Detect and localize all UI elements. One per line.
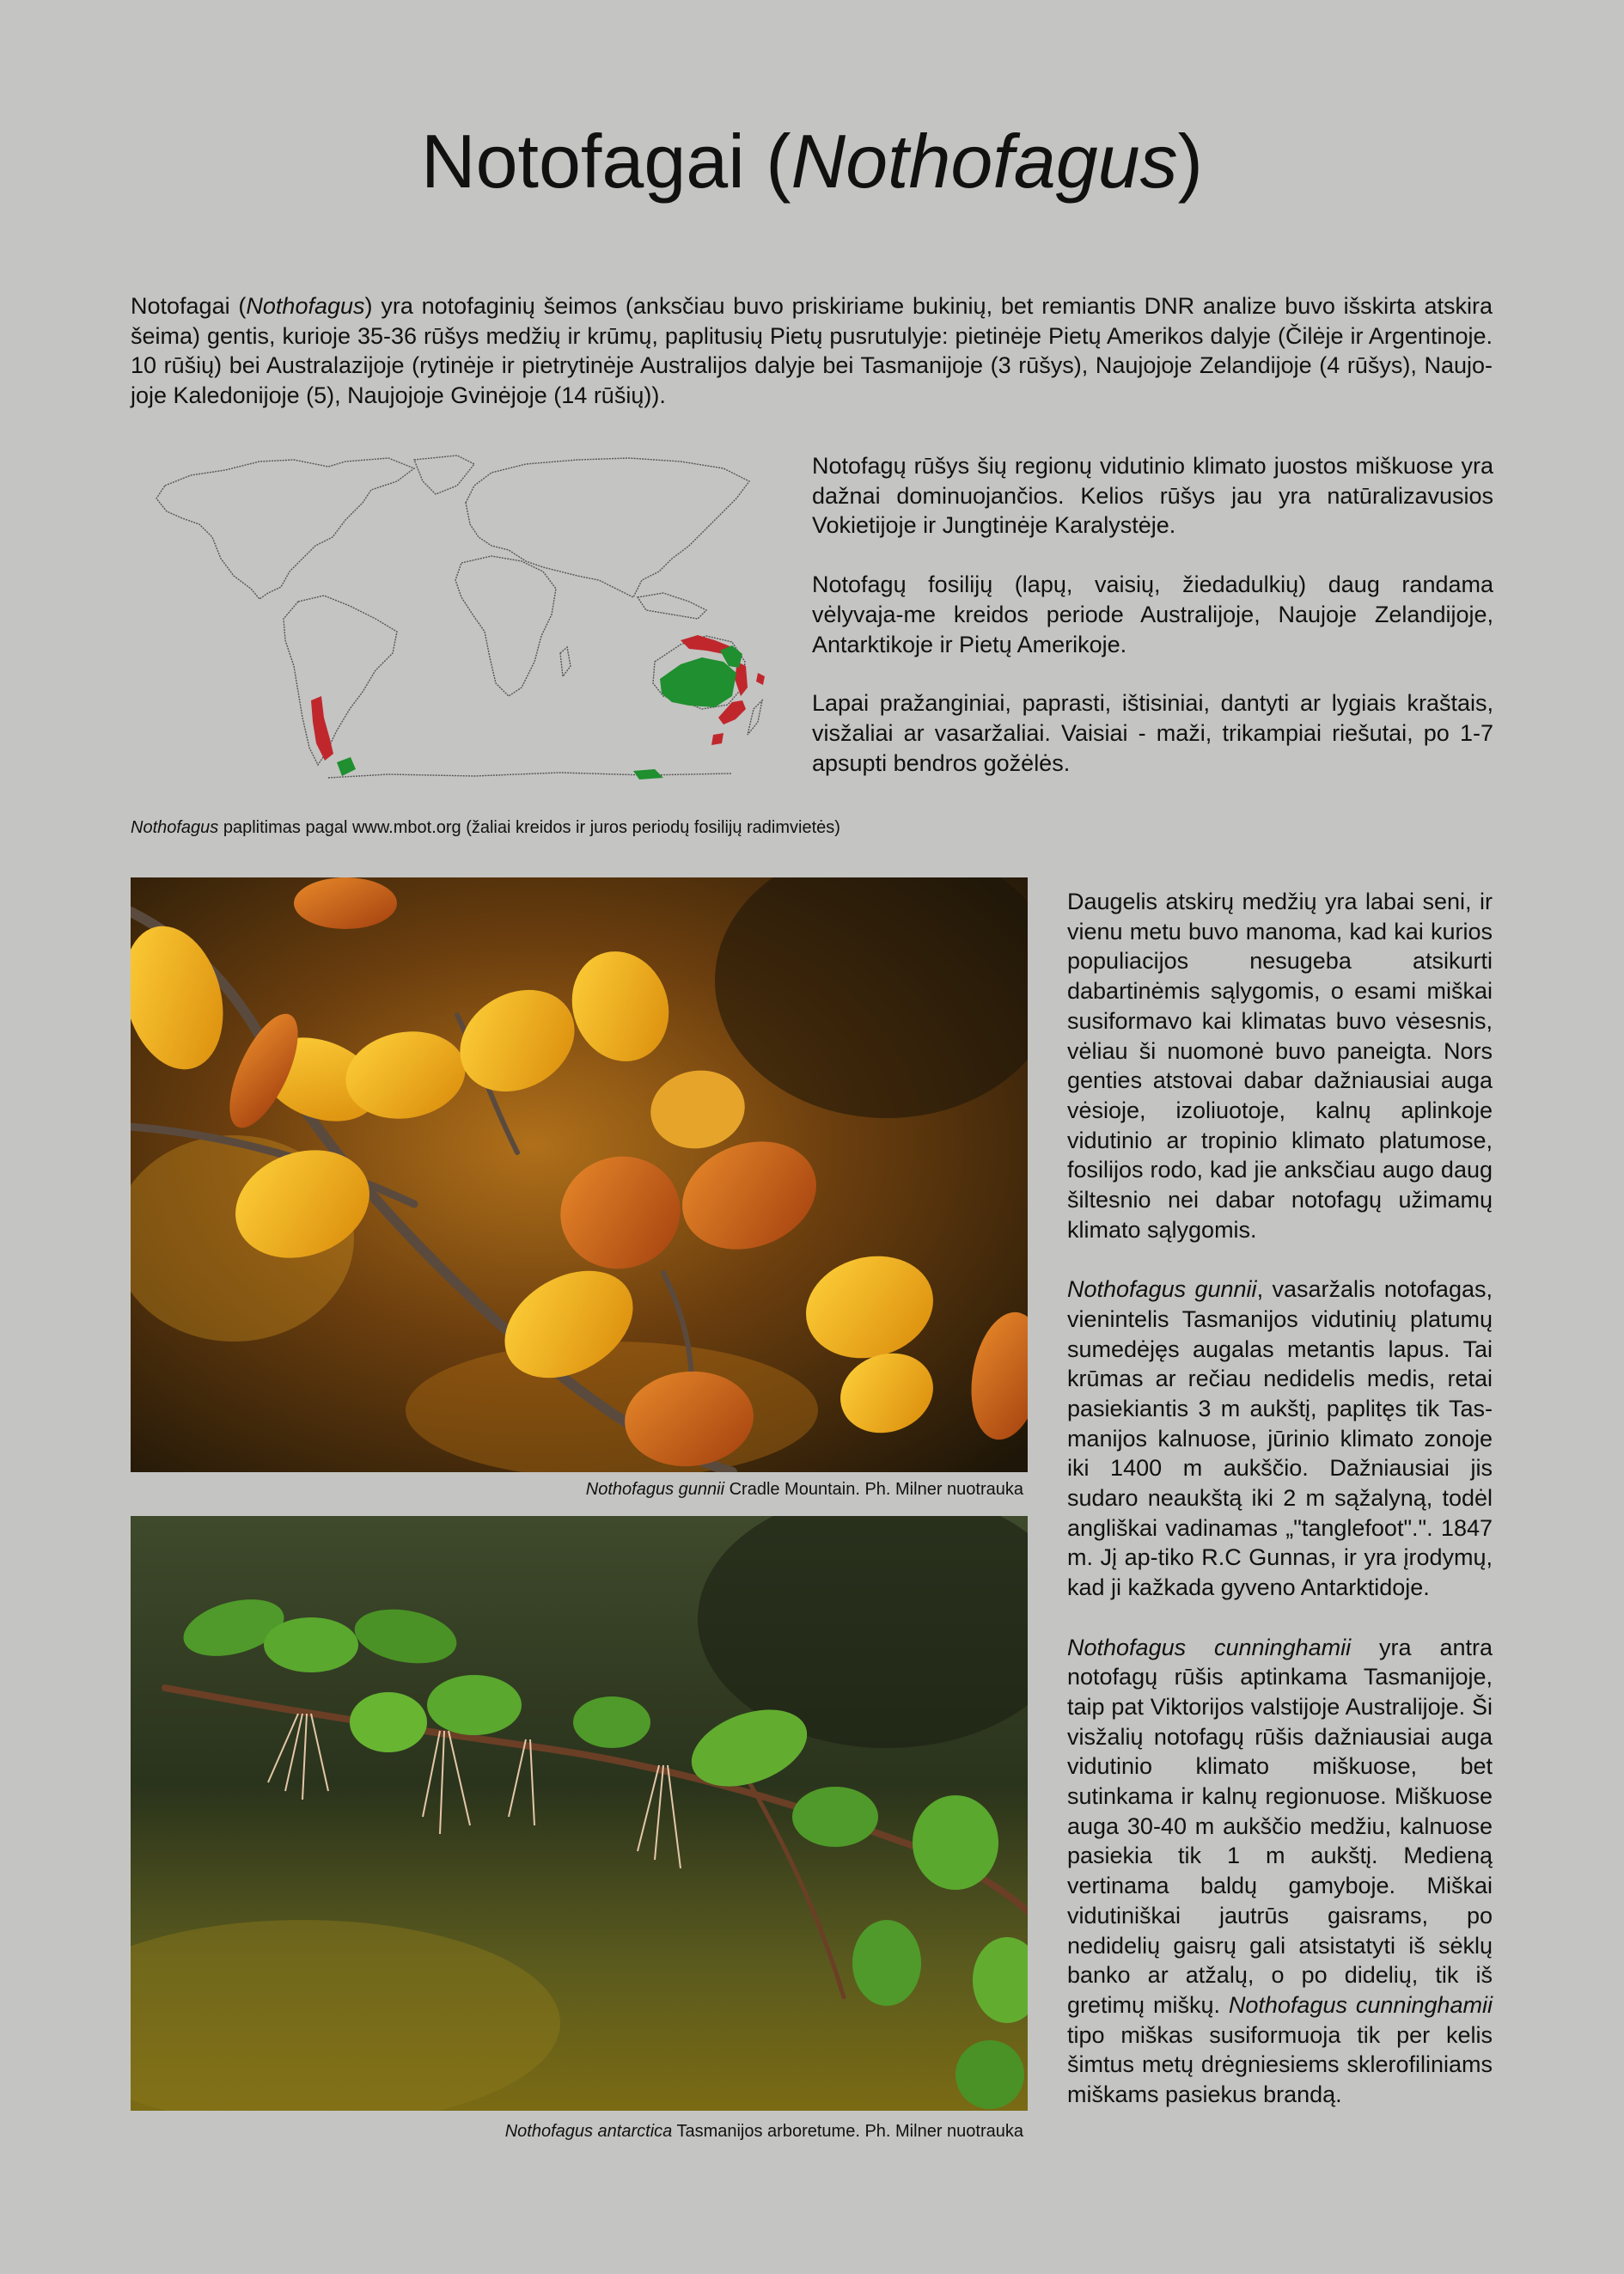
side-text-bottom [1067,887,1493,2139]
world-outline [156,455,762,778]
paragraph-cunninghamii: Nothofagus cunninghamii yra antra notofagų rūšis aptinkama Tasmanijoje, taip pat Viktorijos valstijoje Australijoje. Ši visžalių notofagų rūšis dažniausiai auga vidutinio klimato miškuose, bet sutinkama ir kalnų regionuose. Miškuose auga 30-40 m aukščio medžiu, kalnuose pasiekia tik 1 m aukštį. Medieną vertinama baldų gamyboje. Miškai vidutiniškai jautrūs gaisrams, po nedidelių gaisrų gali atsistatyti iš sėklų banko ar atžalų, o po didelių, tik iš gretimų miškų. Nothofagus cunninghamii tipo miškas susiformuoja tik per kelis šimtus metų drėgniesiems sklerofiliniams miškams pasiekus brandą. [1067,1634,1493,2108]
paragraph-leaves: Lapai pražanginiai, paprasti, ištisiniai, dantyti ar lygiais kraštais, visžaliai ar vasaržaliai. Vaisiai - maži, trikampiai riešutai, po 1-7 apsupti bendros gožėlės. [812,690,1493,776]
distribution-map [131,451,765,786]
photo2-caption: Nothofagus antarctica Tasmanijos arboretume. Ph. Milner nuotrauka [504,2122,1023,2141]
map-caption: Nothofagus paplitimas pagal www.mbot.org (žaliai kreidos ir juros periodų fosilijų radimvietės) [131,818,840,837]
paragraph-gunnii: Nothofagus gunnii, vasaržalis notofagas, vienintelis Tasmanijos vidutinių platumų sumedėjęs augalas metantis lapus. Tai krūmas ar rečiau nedidelis medis, retai pasiekiantis 3 m aukštį, paplitęs tik Tas-manijos kalnuose, jūrinio klimato zonoje iki 1400 m aukščio. Dažniausiai jis sudaro neaukštą iki 2 m sąžalyną, todėl angliškai vadinamas „"tanglefoot".". 1847 m. Jį ap-tiko R.C Gunnas, ir yra įrodymų, kad ji kažkada gyveno Antarktidoje. [1067,1276,1493,1601]
side-text-top [812,451,1493,807]
photo-nothofagus-gunnii [131,877,1028,1472]
paragraph-fossils: Notofagų fosilijų (lapų, vaisių, žiedadulkių) daug randama vėlyvaja-me kreidos periode Australijoje, Naujoje Zelandijoje, Antarktikoje ir Pietų Amerikoje. [812,572,1493,657]
photo-nothofagus-antarctica [131,1516,1028,2111]
photo1-caption: Nothofagus gunnii Cradle Mountain. Ph. Milner nuotrauka [585,1480,1023,1499]
page-title: Notofagai (Nothofagus) [421,119,1203,204]
intro-paragraph: Notofagai (Nothofagus) yra notofaginių šeimos (anksčiau buvo priskiriame bukinių, bet remiantis DNR analize buvo išskirta atskira šeima) gentis, kurioje 35-36 rūšys medžių ir krūmų, paplitusių Pietų pusrutulyje: pietinėje Pietų Amerikos dalyje (Čilėje ir Argentinoje. 10 rūšių) bei Australazijoje (rytinėje ir pietrytinėje Australijos dalyje bei Tasmanijoje (3 rūšys), Naujojoje Zelandijoje (4 rūšys), Naujo-joje Kaledonijoje (5), Naujojoje Gvinėjoje (14 rūšių)). [131,293,1493,409]
paragraph-dominance: Notofagų rūšys šių regionų vidutinio klimato juostos miškuose yra dažnai dominuojančios. Kelios rūšys jau yra natūralizavusios Vokietijoje ir Jungtinėje Karalystėje. [812,453,1493,539]
fossil-site-markers [337,645,742,779]
paragraph-old-trees: Daugelis atskirų medžių yra labai seni, ir vienu metu buvo manoma, kad kai kurios populiacijos nesugeba atsikurti dabartinėmis sąlygomis, o esami miškai susiformavo kai klimatas buvo vėsesnis, vėliau ši nuomonė buvo paneigta. Nors genties atstovai dabar dažniausiai auga vėsioje, izoliuotoje, kalnų aplinkoje vidutinio ar tropinio klimato platumose, fosilijos rodo, kad jie anksčiau augo daug šiltesnio nei dabar notofagų užimamų klimato sąlygomis. [1067,889,1493,1243]
